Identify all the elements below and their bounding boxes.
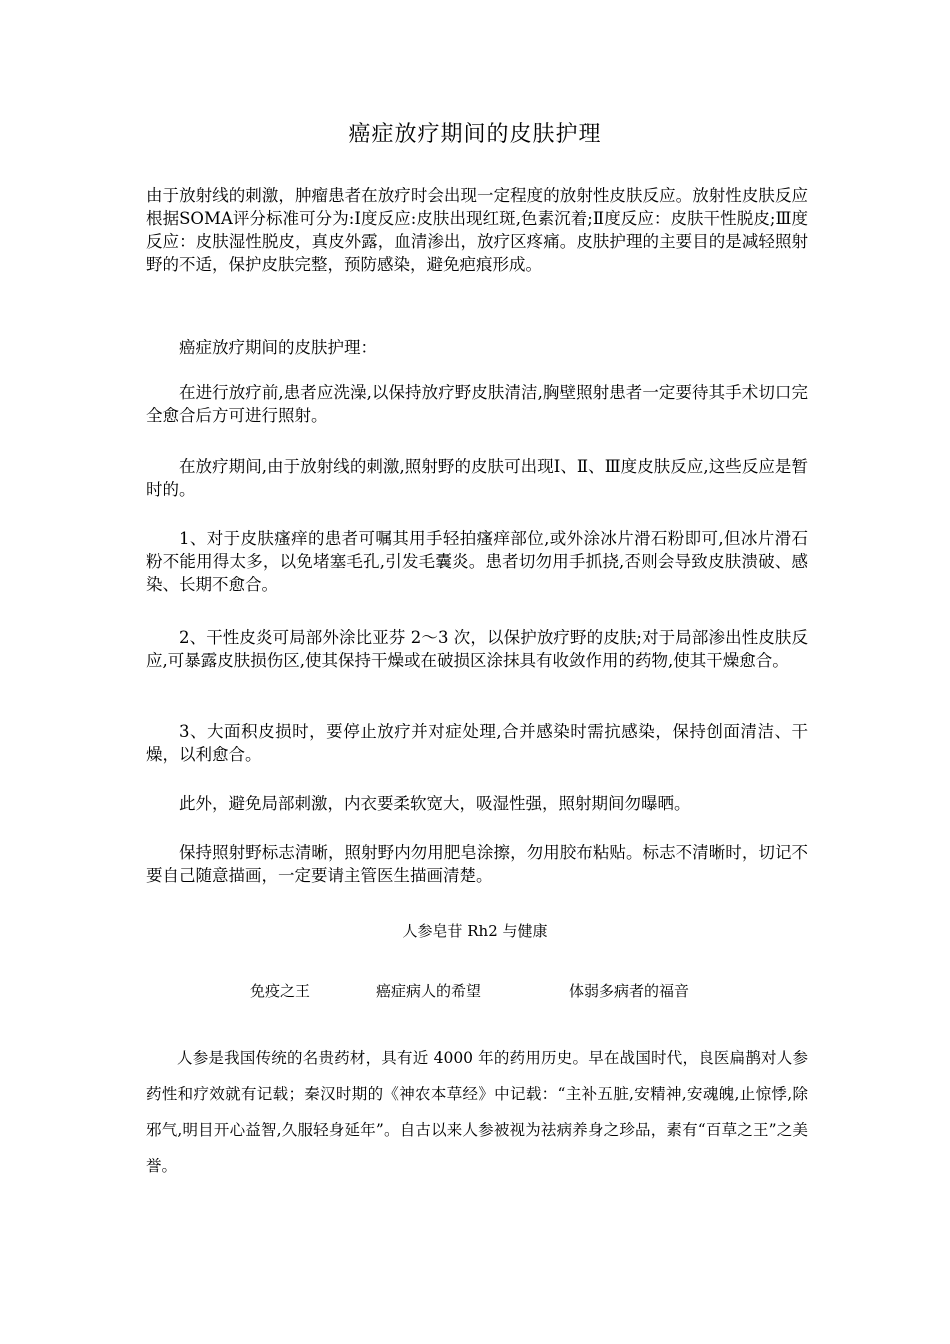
- ginseng-subtitle: 人参皂苷 Rh2 与健康: [402, 922, 548, 940]
- clothing-advice-paragraph: 此外，避免局部刺激，内衣要柔软宽大，吸湿性强，照射期间勿曝晒。: [179, 794, 691, 813]
- slogan-item: 体弱多病者的福音: [569, 982, 690, 1000]
- dermatitis-care-paragraph: 2、干性皮炎可局部外涂比亚芬 2～3 次，以保护放疗野的皮肤;对于局部渗出性皮肤反应,可暴露皮肤损伤区,使其保持干燥或在破损区涂抹具有收敛作用的药物,使其干燥愈合。: [146, 628, 808, 670]
- slogan-row: [0, 980, 950, 1002]
- section-heading-paragraph: 癌症放疗期间的皮肤护理：: [179, 338, 377, 357]
- during-treatment-paragraph: 在放疗期间,由于放射线的刺激,照射野的皮肤可出现Ⅰ、Ⅱ、Ⅲ度皮肤反应,这些反应是暂时的。: [146, 457, 808, 499]
- slogan-item: 癌症病人的希望: [376, 982, 482, 1000]
- itch-care-paragraph: 1、对于皮肤瘙痒的患者可嘱其用手轻拍瘙痒部位,或外涂冰片滑石粉即可,但冰片滑石粉不能用得太多，以免堵塞毛孔,引发毛囊炎。患者切勿用手抓挠,否则会导致皮肤溃破、感染、长期不愈合。: [146, 529, 808, 594]
- document-title: 癌症放疗期间的皮肤护理: [348, 122, 602, 147]
- slogan-item: 免疫之王: [250, 982, 311, 1000]
- ginseng-paragraph: 人参是我国传统的名贵药材，具有近 4000 年的药用历史。早在战国时代，良医扁鹊对人参药性和疗效就有记载；秦汉时期的《神农本草经》中记载：“主补五脏,安精神,安魂魄,止惊悸,除邪气,明目开心益智,久服轻身延年”。自古以来人参被视为祛病养身之珍品，素有“百草之王”之美誉。: [146, 1049, 808, 1175]
- marking-advice-paragraph: 保持照射野标志清晰，照射野内勿用肥皂涂擦，勿用胶布粘贴。标志不清晰时，切记不要自己随意描画，一定要请主管医生描画清楚。: [146, 843, 808, 885]
- pre-treatment-paragraph: 在进行放疗前,患者应洗澡,以保持放疗野皮肤清洁,胸壁照射患者一定要待其手术切口完全愈合后方可进行照射。: [146, 383, 808, 425]
- large-lesion-paragraph: 3、大面积皮损时，要停止放疗并对症处理,合并感染时需抗感染，保持创面清洁、干燥，以利愈合。: [146, 722, 808, 764]
- intro-paragraph: 由于放射线的刺激，肿瘤患者在放疗时会出现一定程度的放射性皮肤反应。放射性皮肤反应根据SOMA评分标准可分为:Ⅰ度反应:皮肤出现红斑,色素沉着;Ⅱ度反应：皮肤干性脱皮;Ⅲ度反应：皮肤湿性脱皮，真皮外露，血清渗出，放疗区疼痛。皮肤护理的主要目的是减轻照射野的不适，保护皮肤完整，预防感染，避免疤痕形成。: [146, 186, 808, 274]
